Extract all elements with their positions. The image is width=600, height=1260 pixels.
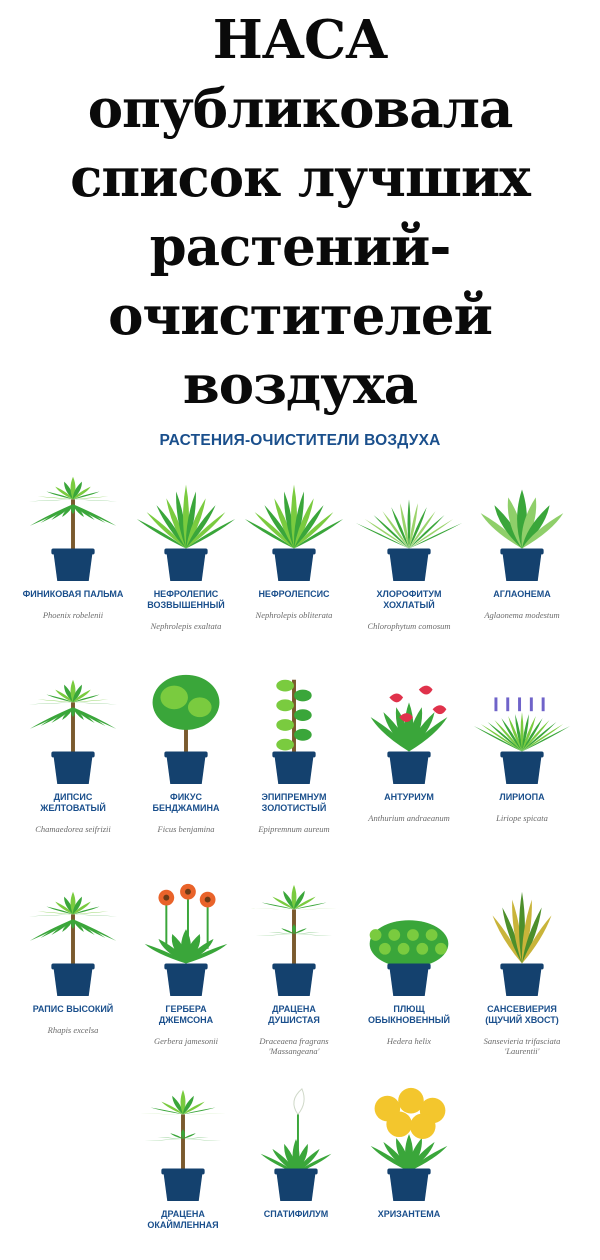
plant-latin-name: Phoenix robelenii <box>42 610 104 620</box>
plant-name: САНСЕВИЕРИЯ (ЩУЧИЙ ХВОСТ) <box>485 1004 559 1025</box>
fern-icon <box>127 455 245 585</box>
headline-line: список лучших <box>70 147 530 209</box>
plant-latin-name: Nephrolepis exaltata <box>150 621 222 631</box>
palm-icon <box>14 658 132 788</box>
plant-name: ЭПИПРЕМНУМ ЗОЛОТИСТЫЙ <box>261 792 327 813</box>
plant-card <box>463 455 581 620</box>
plant-card <box>14 658 132 834</box>
plant-latin-name: Ficus benjamina <box>157 824 215 834</box>
pothos-icon <box>235 658 353 788</box>
plant-card <box>350 870 468 1046</box>
plant-name: НЕФРОЛЕПСИС <box>258 589 330 599</box>
ivy-icon <box>350 870 468 1000</box>
ficus-icon <box>127 658 245 788</box>
plant-card <box>14 455 132 620</box>
plant-latin-name: Chlorophytum comosum <box>367 621 451 631</box>
anthurium-icon <box>350 658 468 788</box>
plant-card <box>237 1075 355 1220</box>
plant-latin-name: Sansevieria trifasciata 'Laurentii' <box>483 1036 561 1056</box>
plant-card <box>350 658 468 823</box>
plant-card <box>127 455 245 631</box>
palm-icon <box>14 455 132 585</box>
headline <box>0 6 600 420</box>
plant-latin-name: Anthurium andraeanum <box>368 813 450 823</box>
headline-line: очистителей <box>108 285 492 347</box>
plant-name: ДРАЦЕНА ОКАЙМЛЕННАЯ <box>147 1209 219 1230</box>
palm-icon <box>14 870 132 1000</box>
plant-latin-name: Chamaedorea seifrizii <box>35 824 111 834</box>
plant-name: ГЕРБЕРА ДЖЕМСОНА <box>158 1004 214 1025</box>
plant-card <box>463 658 581 823</box>
plant-latin-name: Liriope spicata <box>496 813 548 823</box>
plant-name: АГЛАОНЕМА <box>493 589 551 599</box>
dracaena-icon <box>235 870 353 1000</box>
plant-name: ДРАЦЕНА ДУШИСТАЯ <box>268 1004 320 1025</box>
plant-card <box>235 455 353 620</box>
headline-line: растений- <box>149 216 451 278</box>
plant-card <box>235 870 353 1056</box>
dracaena-icon <box>124 1075 242 1205</box>
plant-card <box>127 658 245 834</box>
plant-name: СПАТИФИЛУМ <box>263 1209 329 1219</box>
plant-card <box>463 870 581 1056</box>
plant-latin-name: Gerbera jamesonii <box>154 1036 218 1046</box>
plant-card <box>235 658 353 834</box>
fern-icon <box>235 455 353 585</box>
plant-latin-name: Rhapis excelsa <box>47 1025 99 1035</box>
headline-line: опубликовала <box>87 78 513 140</box>
plant-latin-name: Epipremnum aureum <box>258 824 330 834</box>
plant-name: ЛИРИОПА <box>499 792 545 802</box>
plant-name: ХЛОРОФИТУМ ХОХЛАТЫЙ <box>376 589 442 610</box>
plant-card <box>14 870 132 1035</box>
plant-card <box>350 1075 468 1220</box>
plant-name: ПЛЮЩ ОБЫКНОВЕННЫЙ <box>367 1004 451 1025</box>
plant-latin-name: Nephrolepis obliterata <box>255 610 333 620</box>
plant-name: ХРИЗАНТЕМА <box>377 1209 441 1219</box>
plant-card <box>350 455 468 631</box>
plant-card <box>124 1075 242 1231</box>
plant-name: ФИНИКОВАЯ ПАЛЬМА <box>22 589 124 599</box>
plant-name: АНТУРИУМ <box>384 792 434 802</box>
plant-latin-name: Hedera helix <box>386 1036 432 1046</box>
plant-latin-name: Aglaonema modestum <box>484 610 560 620</box>
plant-name: ДИПСИС ЖЕЛТОВАТЫЙ <box>40 792 106 813</box>
chrysanthemum-icon <box>350 1075 468 1205</box>
aglaonema-icon <box>463 455 581 585</box>
peace-lily-icon <box>237 1075 355 1205</box>
plant-card <box>127 870 245 1046</box>
plant-name: НЕФРОЛЕПИС ВОЗВЫШЕННЫЙ <box>147 589 225 610</box>
spider-plant-icon <box>350 455 468 585</box>
headline-line: воздуха <box>182 354 418 416</box>
snake-plant-icon <box>463 870 581 1000</box>
plant-name: РАПИС ВЫСОКИЙ <box>32 1004 114 1014</box>
plant-latin-name: Draceaena fragrans 'Massangeana' <box>259 1036 329 1056</box>
infographic-title: РАСТЕНИЯ-ОЧИСТИТЕЛИ ВОЗДУХА <box>159 432 441 449</box>
plant-name: ФИКУС БЕНДЖАМИНА <box>152 792 220 813</box>
liriope-icon <box>463 658 581 788</box>
headline-line: НАСА <box>212 9 388 71</box>
gerbera-icon <box>127 870 245 1000</box>
